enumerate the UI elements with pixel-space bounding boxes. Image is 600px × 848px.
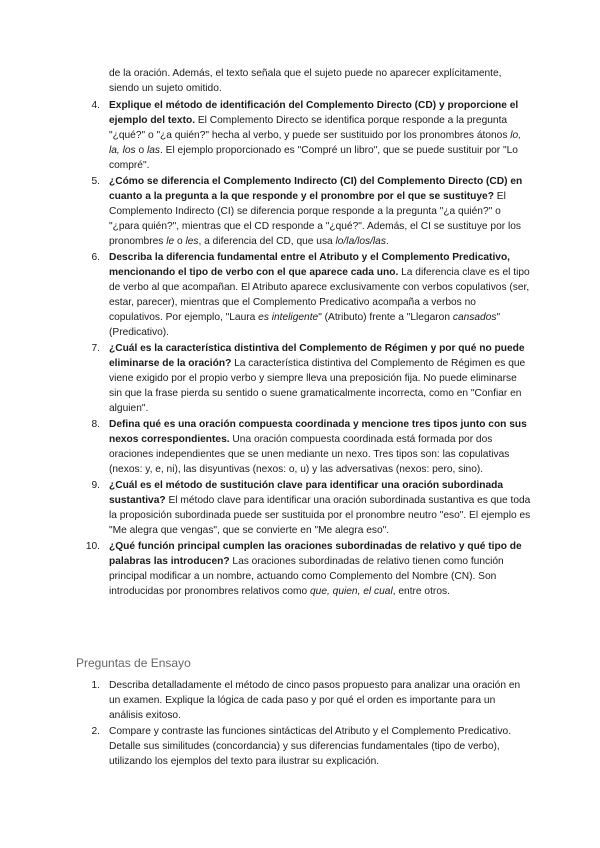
question-number: 7. bbox=[91, 343, 100, 354]
question-number: 10. bbox=[85, 541, 100, 552]
essay-item-1 bbox=[76, 678, 531, 723]
question-text: Defina qué es una oración compuesta coordinada y mencione tres tipos junto con sus nexos correspondientes. bbox=[109, 419, 527, 445]
question-item-10: 10. ¿Qué función principal cumplen las oraciones subordinadas de relativo y qué tipo de palabras las introducen? Las oraciones subordinadas de relativo tienen como función principal modificar a un nombre, actuando como Complemento del Nombre (CN). Son introducidas por pronombres relativos como que, quien, el cual, entre otros. bbox=[76, 539, 531, 599]
question-number: 6. bbox=[91, 252, 100, 263]
essay-number: 2. bbox=[91, 726, 100, 737]
essay-number: 1. bbox=[91, 680, 100, 691]
review-questions-list bbox=[76, 66, 531, 600]
essay-item-2 bbox=[76, 724, 531, 769]
essay-questions-list bbox=[76, 678, 531, 770]
essay-text: Compare y contraste las funciones sintácticas del Atributo y el Complemento Predicativo. Detalle sus similitudes (concordancia) y sus diferencias fundamentales (tipo de verbo), utilizando los ejemplos del texto para ilustrar su explicación. bbox=[109, 726, 512, 767]
question-item-6: 6. Describa la diferencia fundamental entre el Atributo y el Complemento Predicativo, mencionando el tipo de verbo con el que aparece cada uno. La diferencia clave es el tipo de verbo al que acompañan. El Atributo aparece exclusivamente con verbos copulativos (ser, estar, parecer), mientras que el Complemento Predicativo acompaña a verbos no copulativos. Por ejemplo, "Laura es inteligente" (Atributo) frente a "Llegaron cansados" (Predicativo). bbox=[76, 250, 531, 340]
essay-text: Describa detalladamente el método de cinco pasos propuesto para analizar una oración en un examen. Explique la lógica de cada paso y por qué el orden es importante para un análisis exitoso. bbox=[109, 680, 521, 721]
question-item-4: 4. Explique el método de identificación del Complemento Directo (CD) y proporcione el ejemplo del texto. El Complemento Directo se identifica porque responde a la pregunta "¿qué?" o "¿a quién?" hecha al verbo, y puede ser sustituido por los pronombres átonos lo, la, los o las. El ejemplo proporcionado es "Compré un libro", que se puede sustituir por "Lo compré". bbox=[76, 98, 531, 173]
question-number: 8. bbox=[91, 419, 100, 430]
question-item-9: 9. ¿Cuál es el método de sustitución clave para identificar una oración subordinada sustantiva? El método clave para identificar una oración subordinada sustantiva es que toda la proposición subordinada puede ser sustituida por el pronombre neutro "eso". El ejemplo es "Me alegra que vengas", que se convierte en "Me alegra eso". bbox=[76, 478, 531, 538]
question-text: ¿Cómo se diferencia el Complemento Indirecto (CI) del Complemento Directo (CD) en cuanto a la pregunta a la que responde y el pronombre por el que se sustituye? bbox=[109, 176, 523, 202]
question-item-8: 8. Defina qué es una oración compuesta coordinada y mencione tres tipos junto con sus nexos correspondientes. Una oración compuesta coordinada está formada por dos oraciones independientes que se unen mediante un nexo. Tres tipos son: las copulativas (nexos: y, e, ni), las disyuntivas (nexos: o, u) y las adversativas (nexos: pero, sino). bbox=[76, 417, 531, 477]
essay-section-title: Preguntas de Ensayo bbox=[76, 656, 191, 670]
question-text: ¿Qué función principal cumplen las oraciones subordinadas de relativo y qué tipo de palabras las introducen? bbox=[109, 541, 522, 567]
question-number: 9. bbox=[91, 480, 100, 491]
question-text: Describa la diferencia fundamental entre el Atributo y el Complemento Predicativo, mencionando el tipo de verbo con el que aparece cada uno. bbox=[109, 252, 510, 278]
question-text: ¿Cuál es la característica distintiva del Complemento de Régimen y por qué no puede eliminarse de la oración? bbox=[109, 343, 525, 369]
question-number: 4. bbox=[91, 100, 100, 111]
question-text: ¿Cuál es el método de sustitución clave para identificar una oración subordinada sustantiva? bbox=[109, 480, 504, 506]
question-text: Explique el método de identificación del Complemento Directo (CD) y proporcione el ejemplo del texto. bbox=[109, 100, 519, 126]
question-item-5: 5. ¿Cómo se diferencia el Complemento Indirecto (CI) del Complemento Directo (CD) en cuanto a la pregunta a la que responde y el pronombre por el que se sustituye? El Complemento Indirecto (CI) se diferencia porque responde a la pregunta "¿a quién?" o "¿para quién?", mientras que el CD responde a "¿qué?". Además, el CI se sustituye por los pronombres le o les, a diferencia del CD, que usa lo/la/los/las. bbox=[76, 174, 531, 249]
question-number: 5. bbox=[91, 176, 100, 187]
question-item-7: 7. ¿Cuál es la característica distintiva del Complemento de Régimen y por qué no puede eliminarse de la oración? La característica distintiva del Complemento de Régimen es que viene exigido por el propio verbo y siempre lleva una preposición fija. No puede eliminarse sin que la frase pierda su sentido o suene gramaticalmente incorrecta, como en "Confiar en alguien". bbox=[76, 341, 531, 416]
continuation-paragraph: de la oración. Además, el texto señala que el sujeto puede no aparecer explícitamente, siendo un sujeto omitido. bbox=[109, 68, 502, 94]
